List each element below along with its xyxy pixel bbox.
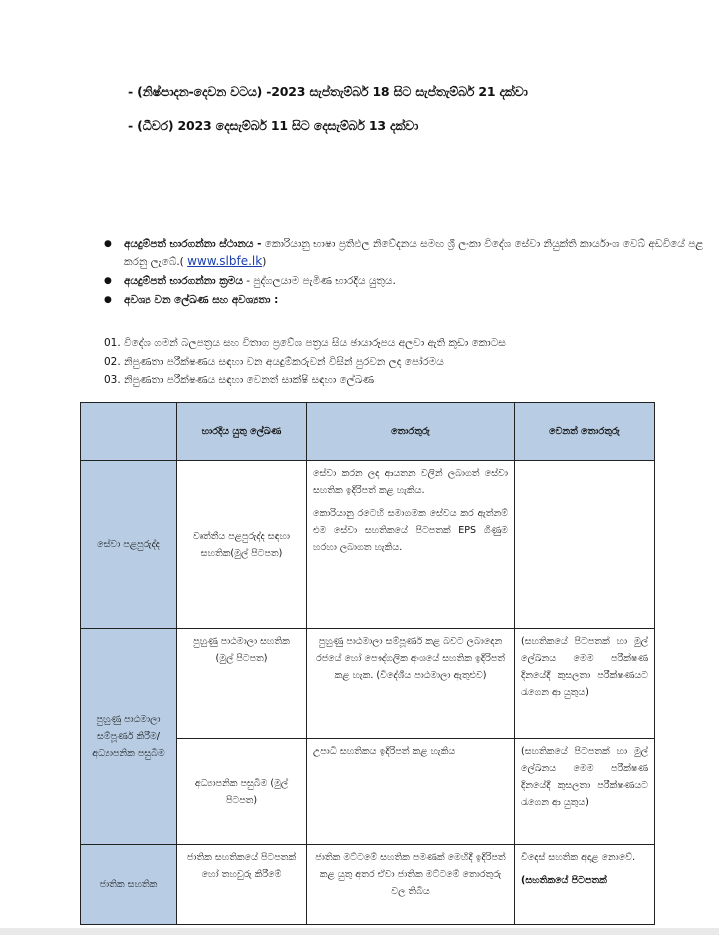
- info-cell: පුහුණු පාඨමාලා සම්පූර්ණ කළ බවට ලබාදෙන රජයේ හෝ පෞද්ගලික අංශයේ සහතික ඉදිරිපත් කළ හැක. (විදේශීය පාඨමාලා ඇතුළුව): [307, 629, 515, 739]
- numbered-list: [104, 334, 506, 390]
- header-documents: භාරදිය යුතු ලේඛණ: [177, 403, 307, 461]
- place-end: ): [262, 256, 267, 268]
- place-text: කොරියානු භාෂා ප්‍රතිඵල නිවේදනය සමඟ ශ්‍රී ලංකා විදේශ සේවා නියුක්ති කාර්යාංශ වෙබ් අඩවියේ පළ කරනු ලැබේ.(: [124, 238, 704, 268]
- table-row: [81, 461, 655, 629]
- table-row: [81, 845, 655, 925]
- header-information: තොරතුරු: [307, 403, 515, 461]
- documents-label: අවශ්‍ය වන ලේඛණ සහ අවශ්‍යතා :: [124, 294, 279, 306]
- info-cell: [307, 461, 515, 629]
- other-cell: [515, 845, 655, 925]
- requirements-list: [104, 236, 704, 311]
- category-cell: සේවා පළපුරුද්ද: [81, 461, 177, 629]
- schedule-line-2: - (ධීවර) 2023 දෙසැම්බර් 11 සිට දෙසැම්බර් 13 දක්වා: [128, 118, 419, 133]
- header-other-info: වෙනත් තොරතුරු: [515, 403, 655, 461]
- category-cell: ජාතික සහතික: [81, 845, 177, 925]
- method-label: අයදුම්පත් භාරගන්නා ක්‍රමය: [124, 275, 243, 287]
- other-paragraph: (සහතිකයේ පිටපතක්: [521, 875, 607, 886]
- list-item: [104, 292, 704, 309]
- numbered-item: 03. නිපුණතා පරීක්ෂණය සඳහා වෙනත් සාක්ෂි සඳහා ලේඛණ: [104, 374, 374, 386]
- document-cell: ජාතික සහතිකයේ පිටපතක් හෝ තහවුරු කිරීමේ: [177, 845, 307, 925]
- other-paragraph: විදෙස් සහතික අදාළ නොවේ.: [521, 852, 636, 863]
- numbered-item: 02. නිපුණතා පරීක්ෂණය සඳහා වන අයදුම්කරුවන් විසින් පුරවන ලද පෝරමය: [104, 355, 444, 368]
- schedule-line-1: - (නිෂ්පාදන-දෙවන වටය) -2023 සැප්තැම්බර් 18 සිට සැප්තැම්බර් 21 දක්වා: [128, 84, 528, 99]
- table-row: [81, 629, 655, 739]
- slbfe-link[interactable]: www.slbfe.lk: [187, 254, 263, 268]
- documents-table: [80, 402, 655, 925]
- info-paragraph: සේවා කරන ලද ආයතන වලින් ලබාගත් සේවා සහතික ඉදිරිපත් කළ හැකිය.: [313, 468, 508, 496]
- other-cell: (සහතිකයේ පිටපතක් හා මුල් ලේඛනය මෙම පරීක්ෂණ දිනයේදී කුසලතා පරීක්ෂණයට රැගෙන ආ යුතුය): [515, 629, 655, 739]
- list-item: [104, 236, 704, 271]
- method-text: - පුද්ගලයාම පැමිණ භාරදිය යුතුය.: [246, 275, 396, 287]
- info-cell: උපාධි සහතිකය ඉදිරිපත් කළ හැකිය: [307, 739, 515, 845]
- category-cell: පුහුණු පාඨමාලා සම්පූර්ණ කිරීම/අධ්‍යාපනික පසුබිම: [81, 629, 177, 845]
- document-cell: වෘත්තීය පළපුරුද්ද සඳහා සහතික(මුල් පිටපත): [177, 461, 307, 629]
- list-item: [104, 273, 704, 290]
- other-cell: (සහතිකයේ පිටපතක් හා මුල් ලේඛනය මෙම පරීක්ෂණ දිනයේදී කුසලතා පරීක්ෂණයට රැගෙන ආ යුතුය): [515, 739, 655, 845]
- document-cell: අධ්‍යාපනික පසුබිම (මුල් පිටපත): [177, 739, 307, 845]
- header-category: [81, 403, 177, 461]
- numbered-item: 01. විදේශ ගමන් බලපත්‍රය සහ විතාග ප්‍රවේශ පත්‍රය සිය ඡායාරූපය අලවා ඇති කුඩා කොටස: [104, 337, 506, 349]
- document-cell: පුහුණු පාඨමාලා සහතික (මුල් පිටපත): [177, 629, 307, 739]
- other-cell: [515, 461, 655, 629]
- table-header-row: [81, 403, 655, 461]
- info-paragraph: කොරියානු රටෙහි සමාගමක සේවය කර ඇත්නම් එම සේවා සහතිකයේ පිටපතක් EPS ගිණුම හරහා ලබාගත හැකිය.: [313, 508, 508, 553]
- info-cell: ජාතික මට්ටමේ සහතික පමණක් මෙහිදී ඉදිරිපත් කළ යුතු අතර ඒවා ජාතික මට්ටමේ තොරතුරු වල තිබිය: [307, 845, 515, 925]
- place-label: අයදුම්පත් භාරගන්නා ස්ථානය -: [124, 238, 262, 250]
- bottom-divider: [0, 928, 719, 935]
